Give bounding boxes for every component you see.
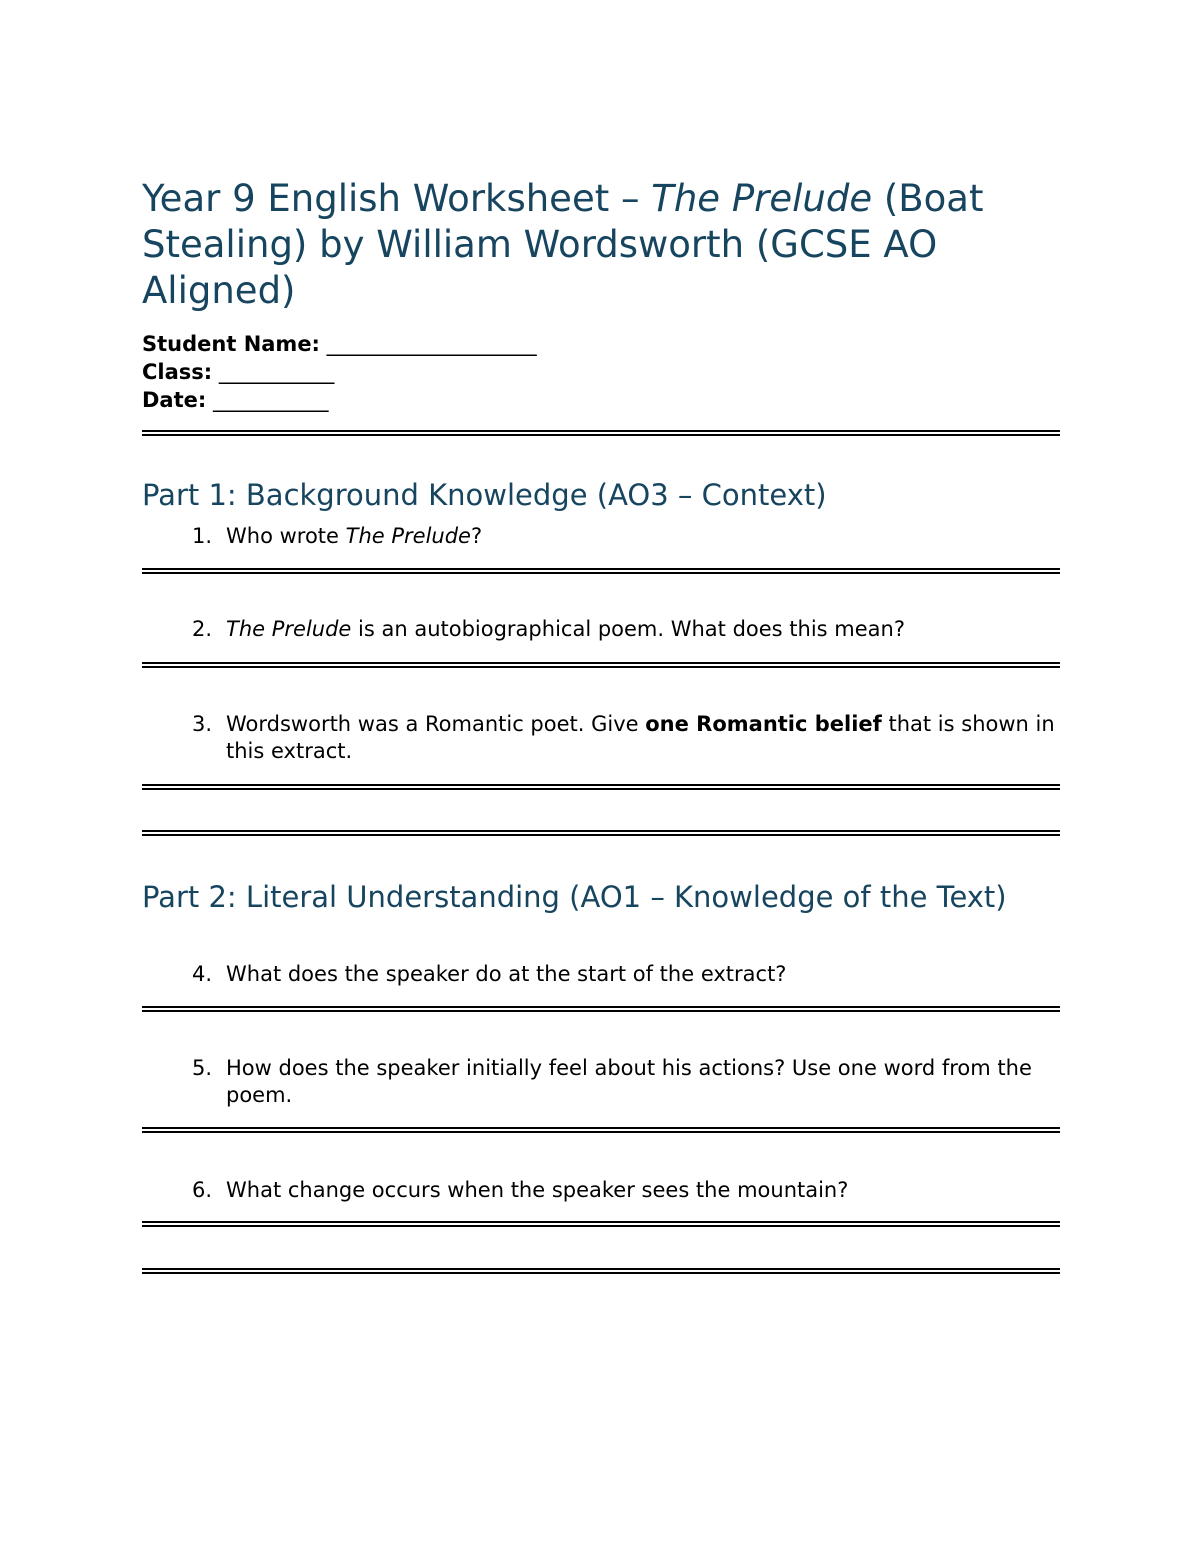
section-heading-part-1: Part 1: Background Knowledge (AO3 – Context)	[142, 478, 827, 512]
title-text-1: Year 9 English Worksheet –	[142, 177, 652, 220]
question-number: 2.	[191, 617, 212, 641]
question-text	[226, 711, 1060, 765]
date-blank[interactable]: ___________	[206, 388, 329, 412]
date-field[interactable]	[142, 386, 537, 414]
answer-line-3b[interactable]	[142, 830, 1060, 836]
answer-line-4[interactable]	[142, 1006, 1060, 1012]
question-text: How does the speaker initially feel about his actions? Use one word from the poem.	[226, 1056, 1032, 1107]
student-name-blank[interactable]: ____________________	[319, 332, 537, 356]
question-text: What change occurs when the speaker sees the mountain?	[226, 1178, 849, 1202]
question-italic-title: The Prelude	[345, 524, 471, 548]
question-text: What does the speaker do at the start of the extract?	[226, 962, 787, 986]
question-number: 3.	[191, 712, 212, 736]
question-4	[142, 961, 1060, 988]
header-divider	[142, 430, 1060, 436]
question-number: 6.	[191, 1178, 212, 1202]
student-info-fields	[142, 330, 537, 414]
answer-line-5[interactable]	[142, 1127, 1060, 1133]
question-number: 1.	[191, 524, 212, 548]
question-italic-title: The Prelude	[226, 617, 352, 641]
answer-line-3a[interactable]	[142, 784, 1060, 790]
question-text	[226, 616, 1060, 643]
date-label: Date:	[142, 388, 207, 412]
question-6	[142, 1177, 1060, 1204]
answer-line-2[interactable]	[142, 662, 1060, 668]
title-italic-work: The Prelude	[651, 177, 873, 220]
answer-line-6b[interactable]	[142, 1268, 1060, 1274]
class-field[interactable]	[142, 358, 537, 386]
question-text-part: Wordsworth was a Romantic poet. Give	[226, 712, 646, 736]
question-text-part: Who wrote	[226, 524, 346, 548]
question-2	[142, 616, 1060, 643]
class-blank[interactable]: ___________	[212, 360, 335, 384]
question-3	[142, 711, 1060, 765]
worksheet-title	[142, 176, 1060, 314]
answer-line-6a[interactable]	[142, 1221, 1060, 1227]
student-name-label: Student Name:	[142, 332, 320, 356]
question-text-part: ?	[470, 524, 483, 548]
section-heading-part-2: Part 2: Literal Understanding (AO1 – Knowledge of the Text)	[142, 880, 1007, 914]
question-bold-phrase: one Romantic belief	[645, 712, 882, 736]
question-text-part: is an autobiographical poem. What does this mean?	[351, 617, 905, 641]
student-name-field[interactable]	[142, 330, 537, 358]
question-5	[142, 1055, 1060, 1109]
question-number: 4.	[191, 962, 212, 986]
question-number: 5.	[191, 1056, 212, 1080]
answer-line-1[interactable]	[142, 568, 1060, 574]
question-text	[226, 523, 1060, 550]
title-text-2: (Boat Stealing) by William Wordsworth (GCSE AO Aligned)	[142, 177, 984, 312]
class-label: Class:	[142, 360, 213, 384]
question-text-part: that is shown in this extract.	[226, 712, 1055, 763]
question-1	[142, 523, 1060, 550]
